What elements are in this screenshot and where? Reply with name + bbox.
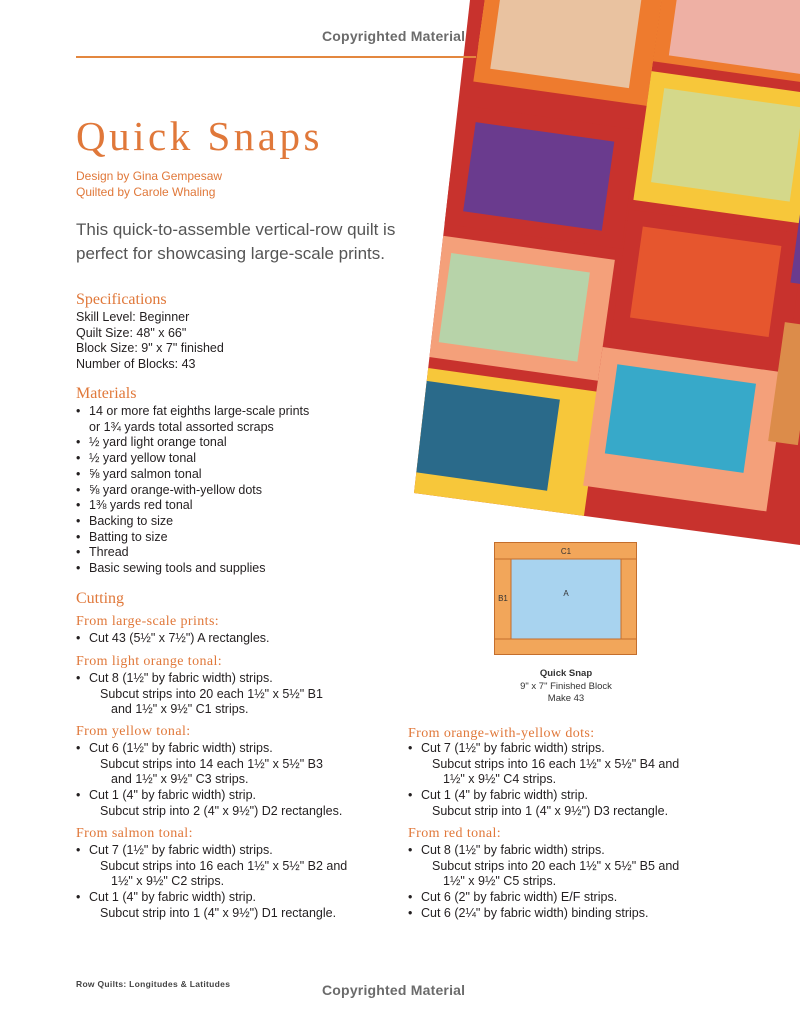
cutting-heading: Cutting bbox=[76, 590, 125, 607]
block-caption-line: 9" x 7" Finished Block bbox=[520, 680, 612, 692]
list-item: • ⅝ yard salmon tonal bbox=[76, 467, 309, 483]
cutting-large-prints-heading: From large-scale prints: bbox=[76, 614, 220, 629]
list-item: • 14 or more fat eighths large-scale prints or 1¾ yards total assorted scraps bbox=[76, 404, 309, 435]
materials-list bbox=[76, 404, 309, 577]
block-label-a: A bbox=[563, 589, 569, 598]
list-item: • Thread bbox=[76, 545, 309, 561]
materials-heading: Materials bbox=[76, 385, 137, 402]
cutting-salmon-heading: From salmon tonal: bbox=[76, 826, 193, 841]
block-caption bbox=[494, 668, 638, 706]
intro-line: perfect for showcasing large-scale prints. bbox=[76, 244, 385, 263]
subcut-line: and 1½" x 9½" C1 strips. bbox=[111, 702, 249, 717]
spec-line: Quilt Size: 48" x 66" bbox=[76, 325, 187, 340]
cutting-orange-dots-list bbox=[408, 741, 679, 820]
subcut-line: 1½" x 9½" C5 strips. bbox=[443, 874, 557, 889]
cutting-yellow-list bbox=[76, 741, 342, 820]
header-rule bbox=[76, 56, 476, 58]
copyright-watermark-bottom: Copyrighted Material bbox=[322, 982, 466, 998]
block-diagram bbox=[494, 542, 638, 656]
spec-line: Block Size: 9" x 7" finished bbox=[76, 341, 224, 356]
list-item: • Cut 1 (4" by fabric width) strip. bbox=[76, 890, 347, 906]
list-item: • Cut 7 (1½" by fabric width) strips. bbox=[408, 741, 679, 757]
subcut-line: Subcut strips into 14 each 1½" x 5½" B3 bbox=[100, 756, 323, 771]
spec-line: Skill Level: Beginner bbox=[76, 310, 190, 324]
cutting-light-orange-heading: From light orange tonal: bbox=[76, 654, 223, 669]
list-item: • ½ yard yellow tonal bbox=[76, 451, 309, 467]
design-credit: Design by Gina Gempesaw bbox=[76, 169, 223, 183]
copyright-watermark-top: Copyrighted Material bbox=[322, 28, 466, 44]
list-item: • Backing to size bbox=[76, 514, 309, 530]
list-item: • Cut 1 (4" by fabric width) strip. bbox=[76, 788, 342, 804]
list-item: • Cut 8 (1½" by fabric width) strips. bbox=[408, 843, 679, 859]
cutting-light-orange-sub bbox=[76, 687, 323, 718]
block-caption-title: Quick Snap bbox=[539, 668, 593, 679]
page-title: Quick Snaps bbox=[76, 113, 323, 159]
specifications-heading: Specifications bbox=[76, 291, 167, 308]
quilted-credit: Quilted by Carole Whaling bbox=[76, 185, 216, 199]
list-item: • ½ yard light orange tonal bbox=[76, 435, 309, 451]
list-item: • Cut 6 (1½" by fabric width) strips. bbox=[76, 741, 342, 757]
cutting-orange-dots-heading: From orange-with-yellow dots: bbox=[408, 726, 595, 741]
cutting-yellow-heading: From yellow tonal: bbox=[76, 724, 191, 739]
subcut-line: Subcut strips into 20 each 1½" x 5½" B5 and bbox=[432, 858, 680, 873]
list-item: • Batting to size bbox=[76, 530, 309, 546]
quilt-photo bbox=[400, 0, 800, 560]
cutting-red-list bbox=[408, 843, 679, 922]
intro-line: This quick-to-assemble vertical-row quilt is bbox=[76, 220, 396, 239]
subcut-line: Subcut strips into 16 each 1½" x 5½" B4 and bbox=[432, 756, 680, 771]
block-center-a bbox=[511, 559, 621, 639]
subcut-line: 1½" x 9½" C2 strips. bbox=[111, 874, 225, 889]
block-label-b1: B1 bbox=[498, 594, 508, 603]
block-label-c1: C1 bbox=[560, 547, 572, 556]
list-item-continuation: or 1¾ yards total assorted scraps bbox=[89, 419, 274, 434]
list-item: • Cut 7 (1½" by fabric width) strips. bbox=[76, 843, 347, 859]
subcut-line: and 1½" x 9½" C3 strips. bbox=[111, 772, 249, 787]
subcut-line: Subcut strip into 1 (4" x 9½") D1 rectangle. bbox=[100, 905, 337, 920]
cutting-salmon-list bbox=[76, 843, 347, 922]
subcut-line: Subcut strip into 2 (4" x 9½") D2 rectangles. bbox=[100, 803, 343, 818]
quilt-illustration bbox=[400, 0, 800, 560]
block-caption-line: Make 43 bbox=[547, 693, 585, 704]
list-item: • Cut 1 (4" by fabric width) strip. bbox=[408, 788, 679, 804]
list-item: • 1⅜ yards red tonal bbox=[76, 498, 309, 514]
specifications-list bbox=[76, 310, 224, 373]
book-title-footer: Row Quilts: Longitudes & Latitudes bbox=[76, 979, 231, 989]
subcut-line: Subcut strip into 1 (4" x 9½") D3 rectangle. bbox=[432, 803, 669, 818]
list-item: • Cut 43 (5½" x 7½") A rectangles. bbox=[76, 631, 270, 647]
list-item: • ⅝ yard orange-with-yellow dots bbox=[76, 483, 309, 499]
cutting-light-orange-list bbox=[76, 671, 273, 687]
list-item: • Basic sewing tools and supplies bbox=[76, 561, 309, 577]
cutting-red-heading: From red tonal: bbox=[408, 826, 502, 841]
spec-line: Number of Blocks: 43 bbox=[76, 357, 196, 372]
list-item: • Cut 6 (2" by fabric width) E/F strips. bbox=[408, 890, 679, 906]
subcut-line: 1½" x 9½" C4 strips. bbox=[443, 772, 557, 787]
intro-paragraph bbox=[76, 218, 436, 266]
subcut-line: Subcut strips into 20 each 1½" x 5½" B1 bbox=[100, 686, 323, 701]
list-item: • Cut 8 (1½" by fabric width) strips. bbox=[76, 671, 273, 687]
subcut-line: Subcut strips into 16 each 1½" x 5½" B2 and bbox=[100, 858, 348, 873]
list-item: • Cut 6 (2¼" by fabric width) binding strips. bbox=[408, 906, 679, 922]
cutting-large-prints-list bbox=[76, 631, 270, 647]
